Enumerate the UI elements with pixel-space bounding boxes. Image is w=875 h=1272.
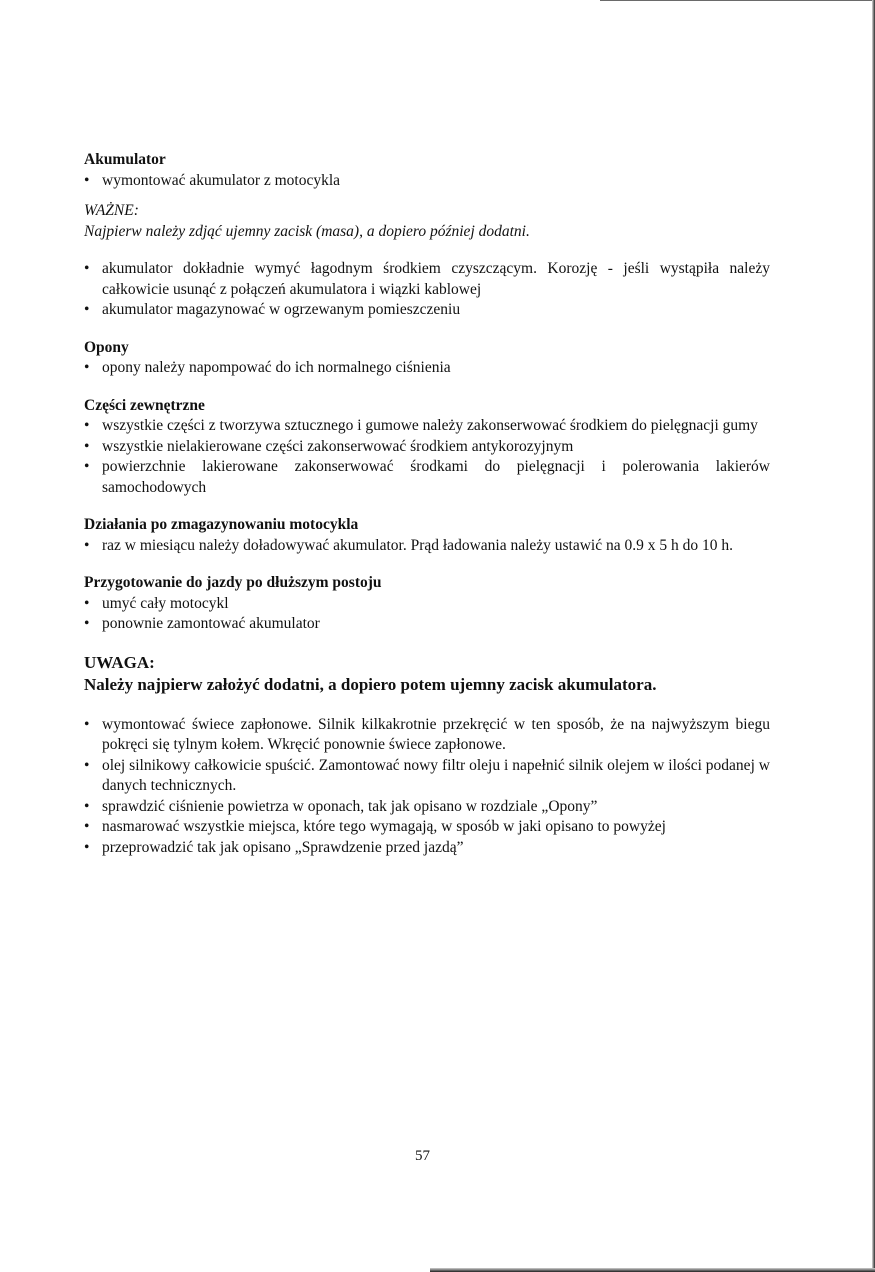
note-text: Najpierw należy zdjąć ujemny zacisk (masa), a dopiero później dodatni. [84, 222, 530, 240]
scan-edge-top [600, 0, 875, 1]
bullet-list [84, 171, 770, 192]
list-item: • sprawdzić ciśnienie powietrza w oponach, tak jak opisano w rozdziale „Opony” [84, 797, 770, 818]
list-item: • wymontować akumulator z motocykla [84, 171, 770, 192]
section-title-external-parts: Części zewnętrzne [84, 396, 205, 414]
section-battery [84, 150, 770, 321]
list-item: • opony należy napompować do ich normalnego ciśnienia [84, 358, 770, 379]
bullet-list [84, 416, 770, 498]
section-external-parts [84, 396, 770, 499]
section-title-tires: Opony [84, 338, 129, 356]
bullet-list [84, 594, 770, 635]
list-item: • powierzchnie lakierowane zakonserwować środkami do pielęgnacji i polerowania lakierów samochodowych [84, 457, 770, 498]
list-item: • akumulator magazynować w ogrzewanym pomieszczeniu [84, 300, 770, 321]
bullet-list [84, 536, 770, 557]
section-title-preparation: Przygotowanie do jazdy po dłuższym postoju [84, 574, 382, 591]
warning-label: UWAGA: [84, 652, 155, 672]
page-number: 57 [415, 1148, 430, 1164]
list-item: • wszystkie nielakierowane części zakonserwować środkiem antykorozyjnym [84, 437, 770, 458]
list-item: • ponownie zamontować akumulator [84, 614, 770, 635]
list-item: • wymontować świece zapłonowe. Silnik kilkakrotnie przekręcić w ten sposób, że na najwyższym biegu pokręci się tylnym kołem. Wkręcić ponownie świece zapłonowe. [84, 715, 770, 756]
bullet-list [84, 358, 770, 379]
section-title-storage-actions: Działania po zmagazynowaniu motocykla [84, 516, 359, 533]
list-item: • przeprowadzić tak jak opisano „Sprawdzenie przed jazdą” [84, 838, 770, 859]
section-tires [84, 338, 770, 379]
section-preparation [84, 573, 770, 858]
list-item: • olej silnikowy całkowicie spuścić. Zamontować nowy filtr oleju i napełnić silnik olejem w ilości podanej w danych technicznych. [84, 756, 770, 797]
warning-text: Należy najpierw założyć dodatni, a dopiero potem ujemny zacisk akumulatora. [84, 674, 657, 694]
section-storage-actions [84, 515, 770, 556]
list-item: • raz w miesiącu należy doładowywać akumulator. Prąd ładowania należy ustawić na 0.9 x 5 h do 10 h. [84, 536, 770, 557]
list-item: • akumulator dokładnie wymyć łagodnym środkiem czyszczącym. Korozję - jeśli wystąpiła należy całkowicie usunąć z połączeń akumulatora i wiązki kablowej [84, 259, 770, 300]
bullet-list [84, 715, 770, 859]
list-item: • nasmarować wszystkie miejsca, które tego wymagają, w sposób w jaki opisano to powyżej [84, 817, 770, 838]
document-body [84, 150, 770, 858]
note-label: WAŻNE: [84, 202, 139, 219]
list-item: • wszystkie części z tworzywa sztucznego i gumowe należy zakonserwować środkiem do pielęgnacji gumy [84, 416, 770, 437]
list-item: • umyć cały motocykl [84, 594, 770, 615]
scan-edge-bottom [430, 1268, 875, 1272]
bullet-list [84, 259, 770, 321]
section-title-battery: Akumulator [84, 151, 166, 168]
